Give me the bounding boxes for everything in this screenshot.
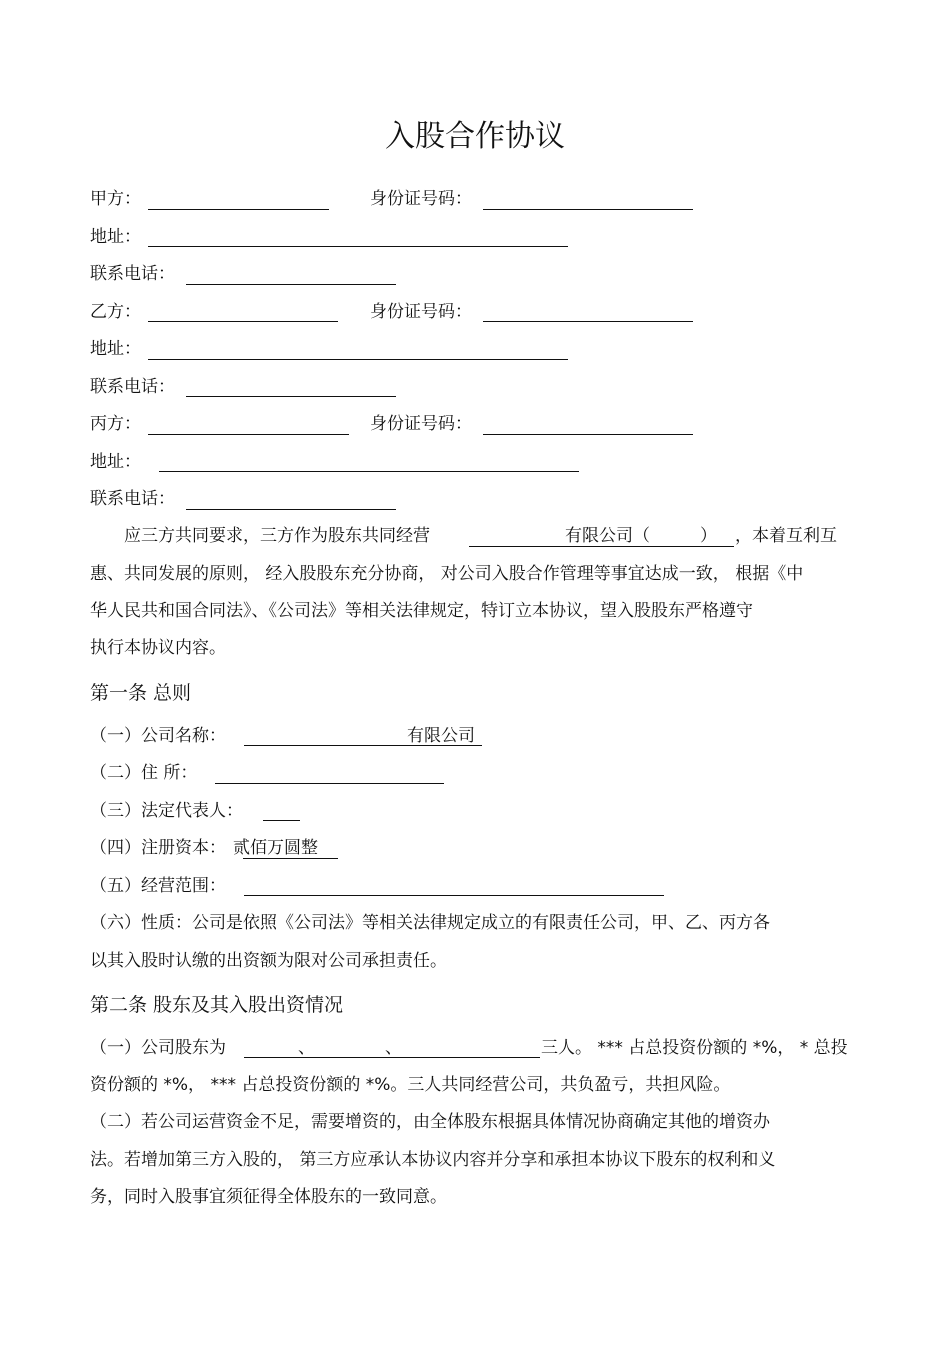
company-name-label: （一）公司名称：: [90, 726, 226, 746]
document-title: 入股合作协议: [385, 119, 565, 154]
preamble-line2: 惠、共同发展的原则， 经入股股东充分协商， 对公司入股合作管理等事宜达成一致， 根据《中: [90, 564, 804, 584]
party-a-phone-label: 联系电话：: [90, 264, 175, 284]
legal-representative-blank[interactable]: [263, 820, 300, 821]
party-a-address-label: 地址：: [90, 227, 141, 247]
business-scope-label: （五）经营范围：: [90, 876, 226, 896]
preamble-line1-start: 应三方共同要求，三方作为股东共同经营: [124, 526, 430, 546]
party-c-address-blank[interactable]: [159, 471, 579, 472]
party-c-address-label: 地址：: [90, 452, 141, 472]
company-name-suffix: 有限公司: [407, 726, 475, 746]
shareholders-label: （一）公司股东为: [90, 1038, 226, 1058]
preamble-company-suffix-end: ）: [700, 526, 717, 546]
party-b-label: 乙方：: [90, 302, 141, 322]
party-a-label: 甲方：: [90, 189, 141, 209]
party-b-address-blank[interactable]: [148, 359, 568, 360]
party-b-id-label: 身份证号码：: [370, 302, 472, 322]
article-2-heading: 第二条 股东及其入股出资情况: [90, 994, 344, 1016]
shareholders-separator-2: 、: [385, 1038, 402, 1058]
shareholders-separator-1: 、: [298, 1038, 315, 1058]
capital-increase-line3: 务，同时入股事宜须征得全体股东的一致同意。: [90, 1187, 447, 1207]
party-c-phone-label: 联系电话：: [90, 489, 175, 509]
company-address-blank[interactable]: [215, 783, 444, 784]
party-a-id-blank[interactable]: [483, 209, 693, 210]
party-b-phone-label: 联系电话：: [90, 377, 175, 397]
company-nature-line2: 以其入股时认缴的出资额为限对公司承担责任。: [90, 951, 447, 971]
company-address-label: （二）住 所：: [90, 763, 198, 783]
capital-increase-line1: （二）若公司运营资金不足，需要增资的，由全体股东根据具体情况协商确定其他的增资办: [90, 1112, 770, 1132]
legal-representative-label: （三）法定代表人：: [90, 801, 243, 821]
party-c-id-blank[interactable]: [483, 434, 693, 435]
party-a-address-blank[interactable]: [148, 246, 568, 247]
registered-capital-label: （四）注册资本：: [90, 838, 226, 858]
party-c-phone-blank[interactable]: [186, 509, 396, 510]
registered-capital-underline: [243, 858, 338, 859]
shareholders-line2: 资份额的 *%， *** 占总投资份额的 *%。三人共同经营公司，共负盈亏，共担风险。: [90, 1075, 731, 1095]
party-b-phone-blank[interactable]: [186, 396, 396, 397]
preamble-line4: 执行本协议内容。: [90, 638, 226, 658]
party-c-label: 丙方：: [90, 414, 141, 434]
registered-capital-value: 贰佰万圆整: [233, 838, 318, 858]
party-a-name-blank[interactable]: [148, 209, 329, 210]
party-c-id-label: 身份证号码：: [370, 414, 472, 434]
party-b-address-label: 地址：: [90, 339, 141, 359]
preamble-line3: 华人民共和国合同法》、《公司法》等相关法律规定，特订立本协议，望入股股东严格遵守: [90, 601, 753, 621]
party-c-name-blank[interactable]: [148, 434, 349, 435]
party-b-id-blank[interactable]: [483, 321, 693, 322]
article-1-heading: 第一条 总则: [90, 682, 192, 704]
shareholders-line1-rest: 三人。 *** 占总投资份额的 *%， * 总投: [541, 1038, 848, 1058]
preamble-line1-end: ，本着互利互: [735, 526, 837, 546]
party-a-id-label: 身份证号码：: [370, 189, 472, 209]
party-b-name-blank[interactable]: [148, 321, 338, 322]
preamble-company-suffix: 有限公司（: [565, 526, 650, 546]
party-a-phone-blank[interactable]: [186, 284, 396, 285]
company-nature-line1: （六）性质：公司是依照《公司法》等相关法律规定成立的有限责任公司，甲、乙、丙方各: [90, 913, 770, 933]
capital-increase-line2: 法。若增加第三方入股的， 第三方应承认本协议内容并分享和承担本协议下股东的权利和义: [90, 1150, 776, 1170]
business-scope-blank[interactable]: [244, 895, 664, 896]
